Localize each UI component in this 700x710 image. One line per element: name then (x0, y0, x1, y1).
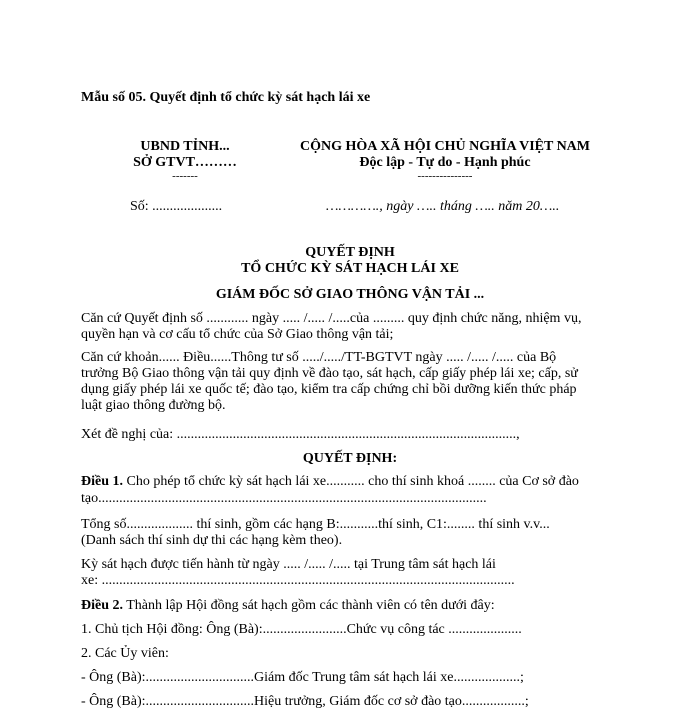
article-1-line: xe: ...................................................................................................................... (81, 573, 515, 588)
article-1-label: Điều 1. (81, 474, 123, 489)
article-2-line (81, 598, 495, 614)
article-2-line: - Ông (Bà):...............................Hiệu trưởng, Giám đốc cơ sở đào tạo..................; (81, 694, 529, 709)
national-title: CỘNG HÒA XÃ HỘI CHỦ NGHĨA VIỆT NAM (299, 139, 590, 154)
preamble-line: dụng giấy phép lái xe quốc tế; đào tạo, kiểm tra cấp chứng chỉ bồi dưỡng kiến thức pháp (81, 382, 577, 397)
decision-title: QUYẾT ĐỊNH (305, 245, 395, 260)
preamble-line: luật giao thông đường bộ. (81, 398, 226, 413)
issuing-authority: GIÁM ĐỐC SỞ GIAO THÔNG VẬN TẢI ... (215, 287, 485, 302)
article-1-line: Kỳ sát hạch được tiến hành từ ngày ..... /..... /..... tại Trung tâm sát hạch lái (81, 557, 496, 572)
preamble-line: quyền hạn và cơ cấu tổ chức của Sở Giao thông vận tải; (81, 327, 394, 342)
preamble-line: Căn cứ khoản...... Điều......Thông tư số ...../...../TT-BGTVT ngày ..... /..... /..... của Bộ (81, 350, 557, 365)
decision-subject: TỔ CHỨC KỲ SÁT HẠCH LÁI XE (241, 261, 459, 276)
issue-date: …………., ngày ….. tháng ….. năm 20….. (326, 199, 560, 214)
proposal-line: Xét đề nghị của: ................................................................................................., (81, 427, 520, 442)
article-1-line (81, 474, 579, 490)
article-1-line: (Danh sách thí sinh dự thi các hạng kèm theo). (81, 533, 343, 548)
form-title: Mẫu số 05. Quyết định tổ chức kỳ sát hạch lái xe (81, 90, 371, 105)
article-1-line: Tổng số................... thí sinh, gồm các hạng B:...........thí sinh, C1:........ thí sinh v.v... (81, 517, 550, 532)
article-2-label: Điều 2. (81, 598, 123, 613)
article-1-text: Cho phép tổ chức kỳ sát hạch lái xe........... cho thí sinh khoá ........ của Cơ sở đào (123, 474, 579, 489)
article-2-line: 1. Chủ tịch Hội đồng: Ông (Bà):........................Chức vụ công tác ..................... (81, 622, 522, 637)
department-name: SỞ GTVT……… (133, 155, 237, 170)
right-header-rule: --------------- (417, 170, 473, 182)
preamble-line: trưởng Bộ Giao thông vận tải quy định về đào tạo, sát hạch, cấp giấy phép lái xe; cấp, sử (81, 366, 578, 381)
national-motto: Độc lập - Tự do - Hạnh phúc (359, 155, 531, 170)
preamble-line: Căn cứ Quyết định số ............ ngày ..... /..... /.....của ......... quy định chức năng, nhiệm vụ, (81, 311, 582, 326)
decision-heading: QUYẾT ĐỊNH: (302, 451, 398, 466)
article-2-line: - Ông (Bà):...............................Giám đốc Trung tâm sát hạch lái xe...................; (81, 670, 524, 685)
province-committee: UBND TỈNH... (140, 139, 230, 154)
article-1-line: tạo............................................................................................................... (81, 491, 487, 506)
left-header-rule: ------- (172, 170, 198, 182)
article-2-line: 2. Các Ủy viên: (81, 646, 169, 661)
document-number: Số: .................... (130, 199, 223, 214)
article-2-text: Thành lập Hội đồng sát hạch gồm các thành viên có tên dưới đây: (123, 598, 495, 613)
